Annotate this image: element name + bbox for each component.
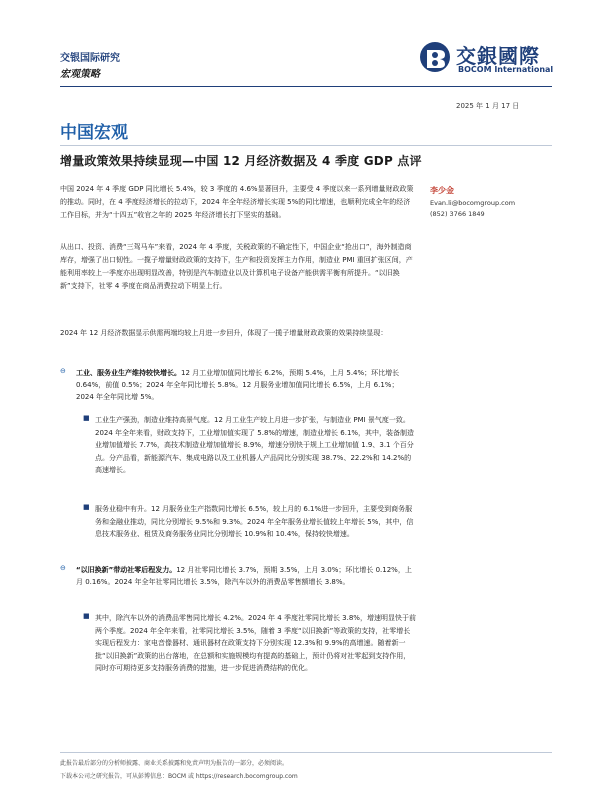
bocom-logo	[418, 40, 578, 74]
item-marker: ⊖	[60, 367, 66, 375]
header-divider	[60, 86, 552, 87]
sub-bullet-marker: ■	[83, 612, 90, 620]
item-heading: “以旧换新”带动社零后程发力。	[76, 566, 177, 574]
logo-english-text: BOCOM International	[458, 65, 554, 74]
sub-item-services: 服务业稳中有升。12 月服务业生产指数同比增长 6.5%，较上月的 6.1%进一步回升，主要受到商务服务和金融业推动，同比分别增长 9.5%和 9.3%。2024 年全年服务业增长值较上年增长 5%，其中，信息技术服务业、租赁及商务服务业同比分别增长 10.9%和 10.4%，保持较快增速。	[95, 505, 414, 538]
list-item-production	[76, 367, 416, 403]
logo-chinese-text: 交銀國際	[456, 44, 540, 68]
bocom-logo-icon	[418, 40, 452, 74]
item-text: 12 月工业增加值同比增长 6.2%，预期 5.4%，上月 5.4%；环比增长 0.64%，前值 0.5%；2024 年全年同比增长 5.8%。12 月服务业增加值同比增长 6.5%，上月 6.1%；2024 年全年同比增 5%。	[76, 369, 400, 401]
author-phone: (852) 3766 1849	[430, 210, 485, 218]
report-date: 2025 年 1 月 17 日	[456, 102, 520, 110]
company-name: 交银国际研究	[60, 53, 120, 64]
sub-item-consumption: 其中，除汽车以外的消费品零售同比增长 4.2%。2024 年 4 季度社零同比增长 3.8%，增速明显快于前两个季度。2024 年全年来看，社零同比增长 3.5%，随着 3 季度“以旧换新”等政策的支持，社零增长实现后程发力：家电音像器材、通讯器材在政策支持下分别实现 12.3%和 9.9%的高增速。随着新一批“以旧换新”政策的出台落地，在总额和实施规模均有提高的基础上，预计仍将对社零起到支持作用，同时亦可期待更多支持服务消费的措施，进一步促进消费结构的优化。	[95, 614, 416, 672]
footer-divider	[60, 752, 552, 753]
list-item-retail	[76, 564, 416, 588]
author-email[interactable]: Evan.li@bocomgroup.com	[430, 199, 516, 207]
section-title: 中国宏观	[60, 123, 128, 143]
sub-bullet-marker: ■	[83, 414, 90, 422]
footer-disclaimer: 此报告最后部分的分析师披露、商业关系披露和免责声明为报告的一部分，必须阅读。	[60, 760, 289, 767]
paragraph-december-data: 2024 年 12 月经济数据显示供需两端均较上月进一步回升，体现了一揽子增量财政政策的效果持续显现：	[60, 329, 388, 337]
footer-download-info[interactable]: 下载本公司之研究报告，可从彭博信息：BOCM 或 https://research.bocomgroup.com	[60, 773, 298, 780]
author-name: 李少金	[430, 186, 454, 195]
paragraph-summary: 中国 2024 年 4 季度 GDP 同比增长 5.4%，较 3 季度的 4.6%显著回升，主要受 4 季度以来一系列增量财政政策的推动。同时，在 4 季度经济增长的拉动下，2024 年全年经济增长实现 5%的同比增速，也顺利完成全年的经济工作目标，并为“十四五”收官之年的 2025 年经济增长打下坚实的基础。	[60, 185, 414, 219]
paragraph-drivers: 从出口、投资、消费“三驾马车”来看，2024 年 4 季度，关税政策的不确定性下，中国企业“抢出口”，海外制造商库存，增强了出口韧性。一揽子增量财政政策的支持下，生产和投资发挥主力作用，制造业 PMI 重回扩张区间，产能利用率较上一季度亦出现明显改善，特别是汽车制造业以及计算机电子设备产能供需平衡有所提升。“以旧换新”支持下，社零 4 季度在商品消费拉动下明显上行。	[60, 243, 413, 290]
sub-bullet-marker: ■	[83, 503, 90, 511]
report-category: 宏观策略	[60, 69, 100, 80]
sub-item-industrial: 工业生产强劲，制造业维持高景气度。12 月工业生产较上月进一步扩张，与制造业 PMI 景气度一致。2024 年全年来看，财政支持下，工业增加值实现了 5.8%的增速，制造业增长 6.1%，其中，装备制造业增加值增长 7.7%，高技术制造业增加值增长 8.9%，增速分别快于规上工业增加值 1.9、3.1 个百分点。分产品看，新能源汽车、集成电路以及工业机器人产品同比分别实现 38.7%、22.2%和 14.2%的高速增长。	[95, 416, 415, 474]
item-text: 12 月社零同比增长 3.7%，预期 3.5%，上月 3.0%；环比增长 0.12%，上月 0.16%。2024 年全年社零同比增长 3.5%，除汽车以外的消费品零售额增长 3.8%。	[76, 566, 412, 586]
item-marker: ⊖	[60, 564, 66, 572]
document-title: 增量政策效果持续显现—中国 12 月经济数据及 4 季度 GDP 点评	[60, 154, 422, 168]
title-divider	[60, 145, 552, 146]
item-heading: 工业、服务业生产维持较快增长。	[76, 369, 181, 377]
